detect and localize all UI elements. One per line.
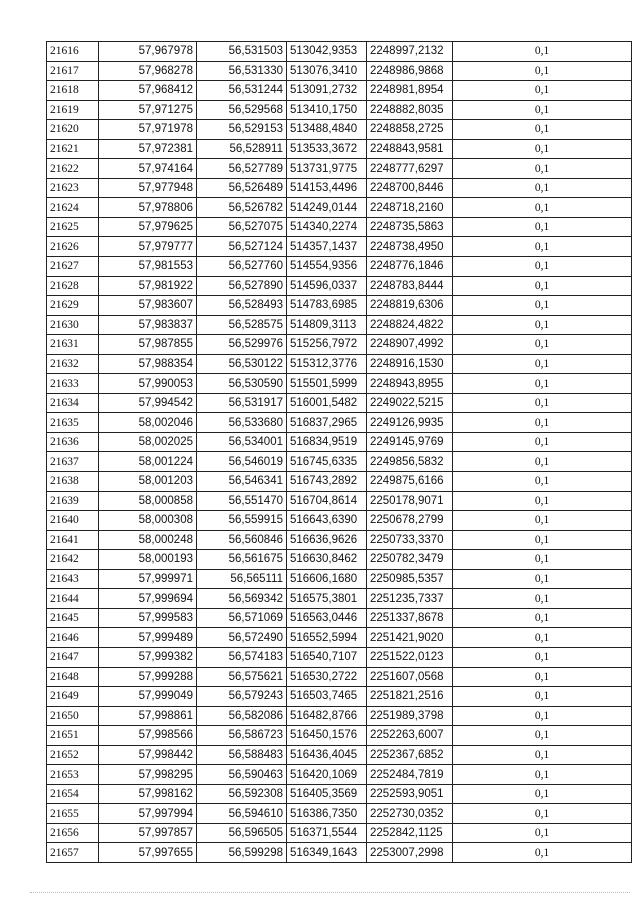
x-coordinate-cell: 516630,8462 [287, 550, 367, 570]
y-coordinate-cell: 2248997,2132 [367, 42, 453, 62]
point-number-cell: 21633 [47, 374, 99, 394]
latitude-cell: 58,001203 [99, 472, 197, 492]
table-row [47, 374, 632, 394]
x-coordinate-cell: 516643,6390 [287, 511, 367, 531]
accuracy-cell: 0,1 [453, 178, 632, 198]
x-coordinate-cell: 514554,9356 [287, 257, 367, 277]
longitude-cell: 56,590463 [197, 765, 287, 785]
longitude-cell: 56,565111 [197, 569, 287, 589]
y-coordinate-cell: 2251337,8678 [367, 608, 453, 628]
table-row [47, 745, 632, 765]
latitude-cell: 57,967978 [99, 42, 197, 62]
x-coordinate-cell: 516503,7465 [287, 687, 367, 707]
latitude-cell: 57,981922 [99, 276, 197, 296]
latitude-cell: 57,998295 [99, 765, 197, 785]
x-coordinate-cell: 516540,7107 [287, 647, 367, 667]
longitude-cell: 56,527075 [197, 217, 287, 237]
latitude-cell: 57,990053 [99, 374, 197, 394]
x-coordinate-cell: 516405,3569 [287, 784, 367, 804]
latitude-cell: 57,998442 [99, 745, 197, 765]
point-number-cell: 21649 [47, 687, 99, 707]
x-coordinate-cell: 513410,1750 [287, 100, 367, 120]
accuracy-cell: 0,1 [453, 335, 632, 355]
accuracy-cell: 0,1 [453, 42, 632, 62]
point-number-cell: 21616 [47, 42, 99, 62]
point-number-cell: 21648 [47, 667, 99, 687]
accuracy-cell: 0,1 [453, 472, 632, 492]
table-row [47, 550, 632, 570]
table-row [47, 608, 632, 628]
y-coordinate-cell: 2251235,7337 [367, 589, 453, 609]
document-page [46, 41, 631, 863]
latitude-cell: 57,994542 [99, 393, 197, 413]
x-coordinate-cell: 516636,9626 [287, 530, 367, 550]
coordinates-table [46, 41, 632, 863]
y-coordinate-cell: 2250678,2799 [367, 511, 453, 531]
latitude-cell: 57,999583 [99, 608, 197, 628]
longitude-cell: 56,527124 [197, 237, 287, 257]
point-number-cell: 21657 [47, 843, 99, 863]
latitude-cell: 57,983837 [99, 315, 197, 335]
accuracy-cell: 0,1 [453, 569, 632, 589]
table-row [47, 491, 632, 511]
longitude-cell: 56,599298 [197, 843, 287, 863]
accuracy-cell: 0,1 [453, 628, 632, 648]
x-coordinate-cell: 514357,1437 [287, 237, 367, 257]
table-row [47, 530, 632, 550]
bottom-dotted-rule [30, 892, 630, 893]
point-number-cell: 21653 [47, 765, 99, 785]
point-number-cell: 21639 [47, 491, 99, 511]
longitude-cell: 56,546019 [197, 452, 287, 472]
point-number-cell: 21625 [47, 217, 99, 237]
longitude-cell: 56,569342 [197, 589, 287, 609]
y-coordinate-cell: 2251421,9020 [367, 628, 453, 648]
y-coordinate-cell: 2248700,8446 [367, 178, 453, 198]
longitude-cell: 56,579243 [197, 687, 287, 707]
y-coordinate-cell: 2248943,8955 [367, 374, 453, 394]
table-row [47, 726, 632, 746]
x-coordinate-cell: 516563,0446 [287, 608, 367, 628]
y-coordinate-cell: 2248916,1530 [367, 354, 453, 374]
longitude-cell: 56,574183 [197, 647, 287, 667]
y-coordinate-cell: 2249856,5832 [367, 452, 453, 472]
x-coordinate-cell: 515256,7972 [287, 335, 367, 355]
table-row [47, 804, 632, 824]
accuracy-cell: 0,1 [453, 159, 632, 179]
x-coordinate-cell: 514783,6985 [287, 296, 367, 316]
table-row [47, 472, 632, 492]
y-coordinate-cell: 2252367,6852 [367, 745, 453, 765]
y-coordinate-cell: 2251989,3798 [367, 706, 453, 726]
table-row [47, 823, 632, 843]
x-coordinate-cell: 516436,4045 [287, 745, 367, 765]
point-number-cell: 21637 [47, 452, 99, 472]
x-coordinate-cell: 515501,5999 [287, 374, 367, 394]
accuracy-cell: 0,1 [453, 784, 632, 804]
accuracy-cell: 0,1 [453, 354, 632, 374]
accuracy-cell: 0,1 [453, 296, 632, 316]
point-number-cell: 21624 [47, 198, 99, 218]
x-coordinate-cell: 513091,2732 [287, 81, 367, 101]
latitude-cell: 57,979777 [99, 237, 197, 257]
latitude-cell: 57,997994 [99, 804, 197, 824]
accuracy-cell: 0,1 [453, 491, 632, 511]
y-coordinate-cell: 2248858,2725 [367, 120, 453, 140]
latitude-cell: 58,002025 [99, 432, 197, 452]
longitude-cell: 56,527760 [197, 257, 287, 277]
point-number-cell: 21632 [47, 354, 99, 374]
x-coordinate-cell: 514153,4496 [287, 178, 367, 198]
x-coordinate-cell: 516743,2892 [287, 472, 367, 492]
accuracy-cell: 0,1 [453, 843, 632, 863]
table-row [47, 687, 632, 707]
longitude-cell: 56,534001 [197, 432, 287, 452]
latitude-cell: 57,983607 [99, 296, 197, 316]
y-coordinate-cell: 2249145,9769 [367, 432, 453, 452]
point-number-cell: 21626 [47, 237, 99, 257]
longitude-cell: 56,596505 [197, 823, 287, 843]
point-number-cell: 21650 [47, 706, 99, 726]
accuracy-cell: 0,1 [453, 393, 632, 413]
table-row [47, 139, 632, 159]
point-number-cell: 21623 [47, 178, 99, 198]
longitude-cell: 56,530590 [197, 374, 287, 394]
table-row [47, 237, 632, 257]
longitude-cell: 56,530122 [197, 354, 287, 374]
table-row [47, 315, 632, 335]
y-coordinate-cell: 2252484,7819 [367, 765, 453, 785]
y-coordinate-cell: 2251821,2516 [367, 687, 453, 707]
accuracy-cell: 0,1 [453, 687, 632, 707]
table-row [47, 765, 632, 785]
longitude-cell: 56,561675 [197, 550, 287, 570]
point-number-cell: 21643 [47, 569, 99, 589]
latitude-cell: 57,968278 [99, 61, 197, 81]
x-coordinate-cell: 513533,3672 [287, 139, 367, 159]
table-row [47, 198, 632, 218]
table-row [47, 100, 632, 120]
x-coordinate-cell: 514809,3113 [287, 315, 367, 335]
table-row [47, 42, 632, 62]
x-coordinate-cell: 516575,3801 [287, 589, 367, 609]
accuracy-cell: 0,1 [453, 100, 632, 120]
latitude-cell: 57,972381 [99, 139, 197, 159]
table-row [47, 784, 632, 804]
y-coordinate-cell: 2250985,5357 [367, 569, 453, 589]
accuracy-cell: 0,1 [453, 432, 632, 452]
table-row [47, 569, 632, 589]
y-coordinate-cell: 2248986,9868 [367, 61, 453, 81]
accuracy-cell: 0,1 [453, 139, 632, 159]
table-row [47, 589, 632, 609]
accuracy-cell: 0,1 [453, 452, 632, 472]
y-coordinate-cell: 2248783,8444 [367, 276, 453, 296]
latitude-cell: 57,999049 [99, 687, 197, 707]
longitude-cell: 56,575621 [197, 667, 287, 687]
x-coordinate-cell: 516745,6335 [287, 452, 367, 472]
y-coordinate-cell: 2253007,2998 [367, 843, 453, 863]
table-row [47, 296, 632, 316]
x-coordinate-cell: 516704,8614 [287, 491, 367, 511]
table-row [47, 667, 632, 687]
y-coordinate-cell: 2252593,9051 [367, 784, 453, 804]
x-coordinate-cell: 515312,3776 [287, 354, 367, 374]
point-number-cell: 21644 [47, 589, 99, 609]
x-coordinate-cell: 516349,1643 [287, 843, 367, 863]
x-coordinate-cell: 516450,1576 [287, 726, 367, 746]
latitude-cell: 57,971275 [99, 100, 197, 120]
x-coordinate-cell: 516482,8766 [287, 706, 367, 726]
table-row [47, 843, 632, 863]
y-coordinate-cell: 2248819,6306 [367, 296, 453, 316]
y-coordinate-cell: 2252730,0352 [367, 804, 453, 824]
x-coordinate-cell: 516420,1069 [287, 765, 367, 785]
longitude-cell: 56,526782 [197, 198, 287, 218]
accuracy-cell: 0,1 [453, 726, 632, 746]
x-coordinate-cell: 514340,2274 [287, 217, 367, 237]
accuracy-cell: 0,1 [453, 765, 632, 785]
table-row [47, 628, 632, 648]
longitude-cell: 56,588483 [197, 745, 287, 765]
point-number-cell: 21629 [47, 296, 99, 316]
table-row [47, 647, 632, 667]
point-number-cell: 21620 [47, 120, 99, 140]
accuracy-cell: 0,1 [453, 745, 632, 765]
longitude-cell: 56,582086 [197, 706, 287, 726]
longitude-cell: 56,571069 [197, 608, 287, 628]
y-coordinate-cell: 2251522,0123 [367, 647, 453, 667]
y-coordinate-cell: 2250178,9071 [367, 491, 453, 511]
longitude-cell: 56,586723 [197, 726, 287, 746]
longitude-cell: 56,528493 [197, 296, 287, 316]
y-coordinate-cell: 2248882,8035 [367, 100, 453, 120]
x-coordinate-cell: 516371,5544 [287, 823, 367, 843]
x-coordinate-cell: 516606,1680 [287, 569, 367, 589]
point-number-cell: 21621 [47, 139, 99, 159]
accuracy-cell: 0,1 [453, 413, 632, 433]
accuracy-cell: 0,1 [453, 550, 632, 570]
latitude-cell: 58,000858 [99, 491, 197, 511]
point-number-cell: 21634 [47, 393, 99, 413]
table-row [47, 452, 632, 472]
latitude-cell: 58,000193 [99, 550, 197, 570]
table-row [47, 81, 632, 101]
table-row [47, 335, 632, 355]
latitude-cell: 57,971978 [99, 120, 197, 140]
accuracy-cell: 0,1 [453, 530, 632, 550]
table-row [47, 393, 632, 413]
latitude-cell: 58,001224 [99, 452, 197, 472]
y-coordinate-cell: 2249875,6166 [367, 472, 453, 492]
longitude-cell: 56,527789 [197, 159, 287, 179]
longitude-cell: 56,594610 [197, 804, 287, 824]
accuracy-cell: 0,1 [453, 823, 632, 843]
latitude-cell: 57,998566 [99, 726, 197, 746]
x-coordinate-cell: 516552,5994 [287, 628, 367, 648]
table-row [47, 217, 632, 237]
table-row [47, 276, 632, 296]
latitude-cell: 57,999382 [99, 647, 197, 667]
latitude-cell: 57,979625 [99, 217, 197, 237]
table-row [47, 257, 632, 277]
accuracy-cell: 0,1 [453, 198, 632, 218]
y-coordinate-cell: 2248843,9581 [367, 139, 453, 159]
table-row [47, 120, 632, 140]
y-coordinate-cell: 2248824,4822 [367, 315, 453, 335]
latitude-cell: 57,999489 [99, 628, 197, 648]
y-coordinate-cell: 2248777,6297 [367, 159, 453, 179]
longitude-cell: 56,528575 [197, 315, 287, 335]
latitude-cell: 58,002046 [99, 413, 197, 433]
longitude-cell: 56,531330 [197, 61, 287, 81]
table-row [47, 354, 632, 374]
y-coordinate-cell: 2252842,1125 [367, 823, 453, 843]
latitude-cell: 57,998162 [99, 784, 197, 804]
y-coordinate-cell: 2248981,8954 [367, 81, 453, 101]
longitude-cell: 56,529153 [197, 120, 287, 140]
accuracy-cell: 0,1 [453, 667, 632, 687]
longitude-cell: 56,529568 [197, 100, 287, 120]
point-number-cell: 21619 [47, 100, 99, 120]
longitude-cell: 56,551470 [197, 491, 287, 511]
table-row [47, 413, 632, 433]
y-coordinate-cell: 2252263,6007 [367, 726, 453, 746]
point-number-cell: 21638 [47, 472, 99, 492]
x-coordinate-cell: 516001,5482 [287, 393, 367, 413]
accuracy-cell: 0,1 [453, 315, 632, 335]
y-coordinate-cell: 2250782,3479 [367, 550, 453, 570]
x-coordinate-cell: 513488,4840 [287, 120, 367, 140]
latitude-cell: 58,000248 [99, 530, 197, 550]
accuracy-cell: 0,1 [453, 511, 632, 531]
point-number-cell: 21627 [47, 257, 99, 277]
longitude-cell: 56,531244 [197, 81, 287, 101]
y-coordinate-cell: 2249126,9935 [367, 413, 453, 433]
point-number-cell: 21622 [47, 159, 99, 179]
accuracy-cell: 0,1 [453, 706, 632, 726]
longitude-cell: 56,572490 [197, 628, 287, 648]
accuracy-cell: 0,1 [453, 237, 632, 257]
x-coordinate-cell: 516530,2722 [287, 667, 367, 687]
y-coordinate-cell: 2250733,3370 [367, 530, 453, 550]
table-body [47, 42, 632, 863]
latitude-cell: 57,977948 [99, 178, 197, 198]
point-number-cell: 21635 [47, 413, 99, 433]
y-coordinate-cell: 2248718,2160 [367, 198, 453, 218]
x-coordinate-cell: 513042,9353 [287, 42, 367, 62]
point-number-cell: 21640 [47, 511, 99, 531]
longitude-cell: 56,526489 [197, 178, 287, 198]
x-coordinate-cell: 516386,7350 [287, 804, 367, 824]
accuracy-cell: 0,1 [453, 608, 632, 628]
point-number-cell: 21651 [47, 726, 99, 746]
table-row [47, 432, 632, 452]
y-coordinate-cell: 2248776,1846 [367, 257, 453, 277]
accuracy-cell: 0,1 [453, 647, 632, 667]
accuracy-cell: 0,1 [453, 120, 632, 140]
latitude-cell: 57,999288 [99, 667, 197, 687]
point-number-cell: 21631 [47, 335, 99, 355]
point-number-cell: 21642 [47, 550, 99, 570]
longitude-cell: 56,527890 [197, 276, 287, 296]
point-number-cell: 21652 [47, 745, 99, 765]
accuracy-cell: 0,1 [453, 81, 632, 101]
longitude-cell: 56,546341 [197, 472, 287, 492]
latitude-cell: 57,974164 [99, 159, 197, 179]
y-coordinate-cell: 2251607,0568 [367, 667, 453, 687]
x-coordinate-cell: 513731,9775 [287, 159, 367, 179]
point-number-cell: 21655 [47, 804, 99, 824]
point-number-cell: 21630 [47, 315, 99, 335]
longitude-cell: 56,528911 [197, 139, 287, 159]
table-row [47, 61, 632, 81]
point-number-cell: 21656 [47, 823, 99, 843]
point-number-cell: 21641 [47, 530, 99, 550]
longitude-cell: 56,559915 [197, 511, 287, 531]
latitude-cell: 57,998861 [99, 706, 197, 726]
accuracy-cell: 0,1 [453, 217, 632, 237]
latitude-cell: 57,988354 [99, 354, 197, 374]
latitude-cell: 57,987855 [99, 335, 197, 355]
y-coordinate-cell: 2249022,5215 [367, 393, 453, 413]
table-row [47, 159, 632, 179]
point-number-cell: 21636 [47, 432, 99, 452]
point-number-cell: 21645 [47, 608, 99, 628]
x-coordinate-cell: 514249,0144 [287, 198, 367, 218]
longitude-cell: 56,531503 [197, 42, 287, 62]
y-coordinate-cell: 2248735,5863 [367, 217, 453, 237]
point-number-cell: 21646 [47, 628, 99, 648]
longitude-cell: 56,529976 [197, 335, 287, 355]
accuracy-cell: 0,1 [453, 61, 632, 81]
table-row [47, 511, 632, 531]
latitude-cell: 57,999694 [99, 589, 197, 609]
accuracy-cell: 0,1 [453, 374, 632, 394]
point-number-cell: 21654 [47, 784, 99, 804]
longitude-cell: 56,533680 [197, 413, 287, 433]
x-coordinate-cell: 516834,9519 [287, 432, 367, 452]
latitude-cell: 57,999971 [99, 569, 197, 589]
accuracy-cell: 0,1 [453, 804, 632, 824]
x-coordinate-cell: 514596,0337 [287, 276, 367, 296]
point-number-cell: 21628 [47, 276, 99, 296]
x-coordinate-cell: 513076,3410 [287, 61, 367, 81]
latitude-cell: 57,981553 [99, 257, 197, 277]
accuracy-cell: 0,1 [453, 257, 632, 277]
point-number-cell: 21617 [47, 61, 99, 81]
longitude-cell: 56,560846 [197, 530, 287, 550]
y-coordinate-cell: 2248738,4950 [367, 237, 453, 257]
latitude-cell: 57,968412 [99, 81, 197, 101]
table-row [47, 178, 632, 198]
latitude-cell: 57,997655 [99, 843, 197, 863]
point-number-cell: 21647 [47, 647, 99, 667]
latitude-cell: 57,978806 [99, 198, 197, 218]
accuracy-cell: 0,1 [453, 589, 632, 609]
x-coordinate-cell: 516837,2965 [287, 413, 367, 433]
y-coordinate-cell: 2248907,4992 [367, 335, 453, 355]
point-number-cell: 21618 [47, 81, 99, 101]
latitude-cell: 58,000308 [99, 511, 197, 531]
accuracy-cell: 0,1 [453, 276, 632, 296]
longitude-cell: 56,592308 [197, 784, 287, 804]
longitude-cell: 56,531917 [197, 393, 287, 413]
latitude-cell: 57,997857 [99, 823, 197, 843]
table-row [47, 706, 632, 726]
